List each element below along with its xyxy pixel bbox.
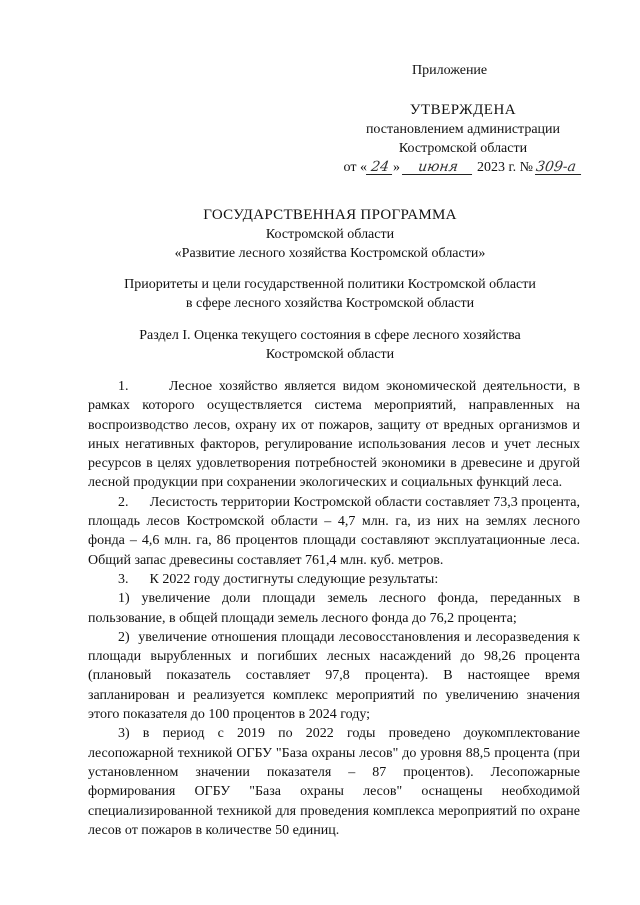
- section-line-1: Раздел I. Оценка текущего состояния в сфере лесного хозяйства: [139, 328, 521, 343]
- date-prefix: от «: [343, 160, 367, 175]
- date-year: 2023 г. №: [476, 160, 533, 175]
- paragraph-3-item-1: 1) увеличение доли площади земель лесного фонда, переданных в пользование, в общей площади земель лесного фонда до 76,2 процента;: [88, 591, 580, 626]
- resolution-date-line: [322, 158, 604, 177]
- program-name: «Развитие лесного хозяйства Костромской области»: [174, 246, 486, 261]
- handwritten-doc-number: 309-а: [535, 160, 583, 175]
- section-heading: [60, 326, 600, 364]
- approved-heading: УТВЕРЖДЕНА: [409, 102, 517, 118]
- priorities-line-2: в сфере лесного хозяйства Костромской области: [185, 296, 475, 311]
- date-close-quote: »: [392, 160, 400, 175]
- section-line-2: Костромской области: [265, 347, 395, 362]
- paragraph-3: 3. К 2022 году достигнуты следующие результаты:: [118, 571, 439, 587]
- program-heading: ГОСУДАРСТВЕННАЯ ПРОГРАММА: [203, 207, 457, 223]
- approval-block: [322, 101, 604, 177]
- paragraph-2: 2. Лесистость территории Костромской области составляет 73,3 процента, площадь лесов Костромской области – 4,7 млн. га, из них на землях лесного фонда – 4,6 млн. га, 86 процентов площади составляют эксплуатационные леса. Общий запас древесины составляет 761,4 млн. куб. метров.: [88, 494, 580, 568]
- body-text: [88, 377, 580, 840]
- handwritten-month: июня: [402, 160, 474, 175]
- program-region: Костромской области: [265, 227, 395, 242]
- priorities-line-1: Приоритеты и цели государственной политики Костромской области: [124, 277, 536, 292]
- priorities-heading: [60, 275, 600, 313]
- program-title-block: [60, 206, 600, 263]
- appendix-label: Приложение: [412, 63, 488, 78]
- approved-by-line: постановлением администрации: [365, 122, 561, 137]
- paragraph-3-item-2: 2) увеличение отношения площади лесовосстановления и лесоразведения к площади вырубленных и погибших лесных насаждений до 98,26 процента (плановый показатель составляет 97,8 процента). В настоящее время запланирован и реализуется комплекс мероприятий по увеличению значения этого показателя до 100 процентов в 2024 году;: [88, 629, 580, 723]
- approved-region-line: Костромской области: [398, 141, 528, 156]
- paragraph-3-item-3: 3) в период с 2019 по 2022 годы проведено доукомплектование лесопожарной техникой ОГБУ "База охраны лесов" до уровня 88,5 процента (при установленном значении показателя – 87 процентов). Лесопожарные формирования ОГБУ "База охраны лесов" оснащены необходимой специализированной техникой для проведения комплекса мероприятий по охране лесов от пожаров в количестве 50 единиц.: [88, 726, 580, 838]
- handwritten-day: 24: [366, 160, 394, 175]
- paragraph-1: 1. Лесное хозяйство является видом экономической деятельности, в рамках которого осуществляется система мероприятий, направленных на воспроизводство лесов, охрану их от пожаров, защиту от вредных организмов и иных негативных факторов, регулирование использования лесов и учет лесных ресурсов в целях удовлетворения потребностей экономики в древесине и другой лесной продукции при сохранении экологических и социальных функций леса.: [88, 379, 580, 491]
